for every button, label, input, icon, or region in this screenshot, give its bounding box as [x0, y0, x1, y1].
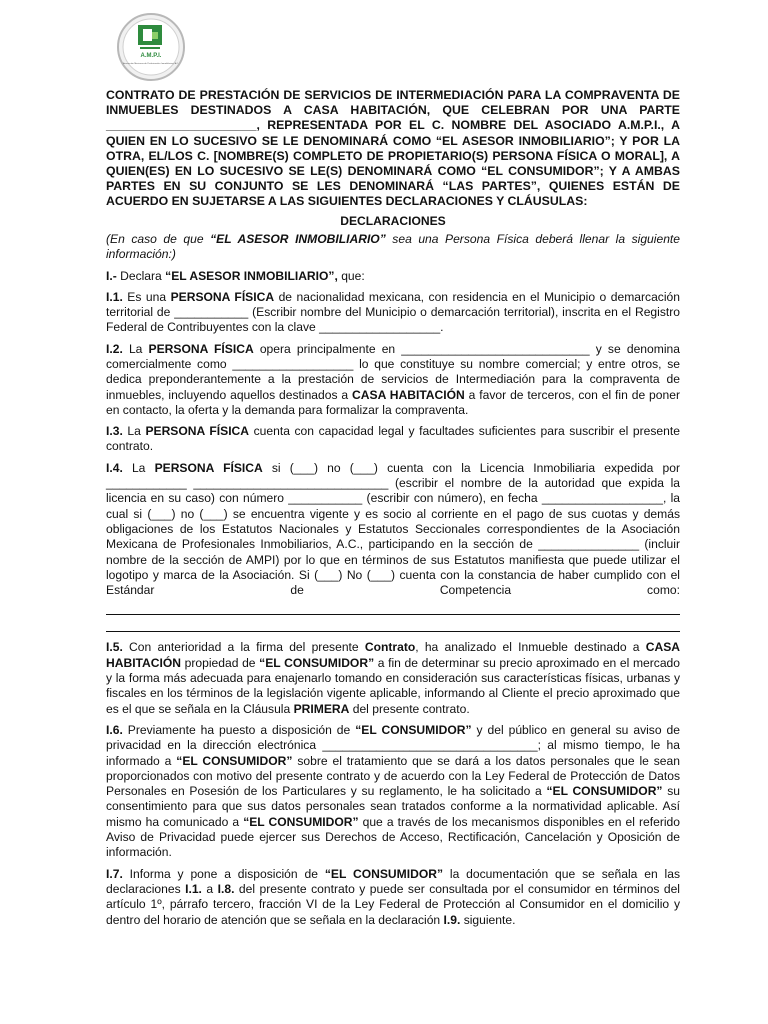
declaration-i7: I.7. Informa y pone a disposición de “EL CONSUMIDOR” la documentación que se señala en las declaraciones I.1. a I.8. del presente contrato y puede ser consultada por el consumidor en términos del artículo 1º, párrafo tercero, fracción VI de la Ley Federal de Protección al Consumidor en el domicilio y dentro del horario de atención que se señala en la declaración I.9. siguiente. [106, 866, 680, 927]
note-post: sea una Persona Física deberá llenar la siguiente información:) [106, 231, 681, 262]
note-bold: “EL ASESOR INMOBILIARIO” [210, 231, 386, 246]
declaration-i: I.- Declara “EL ASESOR INMOBILIARIO”, que: [106, 268, 365, 283]
decl-number: I.5. [106, 640, 123, 655]
declaration-i6: I.6. Previamente ha puesto a disposición de “EL CONSUMIDOR” y del público en general su aviso de privacidad en la dirección electrónica ________________________________; al mismo tiempo, le ha informado a “EL CONSUMIDOR” sobre el tratamiento que se dará a los datos personales que le sean proporcionados con motivo del presente contrato y de acuerdo con la Ley Federal de Protección de Datos Personales en Posesión de los Particulares y su reglamento, le ha solicitado a “EL CONSUMIDOR” su consentimiento para que sus datos personales sean tratados conforme a la normatividad aplicable. Así mismo ha comunicado a “EL CONSUMIDOR” que a través de los mecanismos disponibles en el referido Aviso de Privacidad puede ejercer sus Derechos de Acceso, Rectificación, Cancelación y Oposición de información. [106, 722, 680, 860]
contract-title: CONTRATO DE PRESTACIÓN DE SERVICIOS DE INTERMEDIACIÓN PARA LA COMPRAVENTA DE INMUEBLES DESTINADOS A CASA HABITACIÓN, QUE CELEBRAN POR UNA PARTE ______________________, REPRESENTADA POR EL C. NOMBRE DEL ASOCIADO A.M.P.I., A QUIEN EN LO SUCESIVO SE LE DENOMINARÁ COMO “EL ASESOR INMOBILIARIO”; Y POR LA OTRA, EL/LOS C. [NOMBRE(S) COMPLETO DE PROPIETARIO(S) PERSONA FÍSICA O MORAL], A QUIEN(ES) EN LO SUCESIVO SE LE(S) DENOMINARÁ COMO “EL CONSUMIDOR”; Y A AMBAS PARTES EN SU CONJUNTO SE LES DENOMINARÁ “LAS PARTES”, QUIENES ESTÁN DE ACUERDO EN SUJETARSE A LAS SIGUIENTES DECLARACIONES Y CLÁUSULAS: [106, 88, 680, 209]
decl-number: I.3. [106, 424, 123, 439]
decl-number: I.2. [106, 341, 123, 356]
declaration-i3: I.3. La PERSONA FÍSICA cuenta con capacidad legal y facultades suficientes para suscribir el presente contrato. [106, 424, 680, 454]
ampi-logo [116, 12, 186, 82]
decl-number: I.7. [106, 866, 123, 881]
decl-number: I.1. [106, 289, 123, 304]
blank-line [106, 617, 680, 632]
blank-line [106, 600, 680, 615]
decl-number: I.4. [106, 460, 123, 475]
decl-number: I.- [106, 268, 117, 283]
declaration-i2: I.2. La PERSONA FÍSICA opera principalmente en ____________________________ y se denomina comercialmente como __________________ lo que constituye su nombre comercial; y entre otros, se dedica preponderantemente a la prestación de servicios de Intermediación para la compraventa de inmuebles, incluyendo aquellos destinados a CASA HABITACIÓN a favor de terceros, con el fin de poner en contacto, la oferta y la demanda para formalizar la compraventa. [106, 341, 680, 417]
instruction-note [106, 232, 680, 263]
logo-subtext: Asociación Mexicana de Profesionales Inmobiliarios, A.C. [123, 63, 179, 65]
ampi-seal-icon [116, 12, 186, 82]
note-pre: (En caso de que [106, 231, 211, 246]
declaraciones-heading: DECLARACIONES [340, 213, 446, 228]
declaration-i4: I.4. La PERSONA FÍSICA si (___) no (___) cuenta con la Licencia Inmobiliaria expedida por ____________ _____________________________ (escribir el nombre de la autoridad que expida la licencia en su caso) con número ___________ (escribir con número), en fecha __________________, la cual si (___) no (___) se encuentra vigente y es socio al corriente en el pago de sus cuotas y demás obligaciones de los Estatutos Nacionales y Estatutos Seccionales correspondientes de la Asociación Mexicana de Profesionales Inmobiliarios, A.C., participando en la sección de _______________ (incluir nombre de la sección de AMPI) por lo que en términos de sus Estatutos manifiesta que puede utilizar el logotipo y marca de la Asociación. Si (___) No (___) cuenta con la constancia de haber cumplido con el Estándar de Competencia como: [106, 460, 680, 598]
declaration-i5: I.5. Con anterioridad a la firma del presente Contrato, ha analizado el Inmueble destinado a CASA HABITACIÓN propiedad de “EL CONSUMIDOR” a fin de determinar su precio aproximado en el mercado y la forma más adecuada para enajenarlo tomando en consideración sus características físicas, urbanas y fiscales en los términos de la legislación vigente aplicable, informando al Cliente el precio aproximado que es el que se señala en la Cláusula PRIMERA del presente contrato. [106, 640, 681, 716]
declaration-i1: I.1. Es una PERSONA FÍSICA de nacionalidad mexicana, con residencia en el Municipio o demarcación territorial de ___________ (Escribir nombre del Municipio o demarcación territorial), inscrita en el Registro Federal de Contribuyentes con la clave __________________. [106, 289, 680, 335]
decl-number: I.6. [106, 722, 123, 737]
logo-text: A.M.P.I. [140, 53, 162, 59]
contract-document [106, 88, 680, 934]
